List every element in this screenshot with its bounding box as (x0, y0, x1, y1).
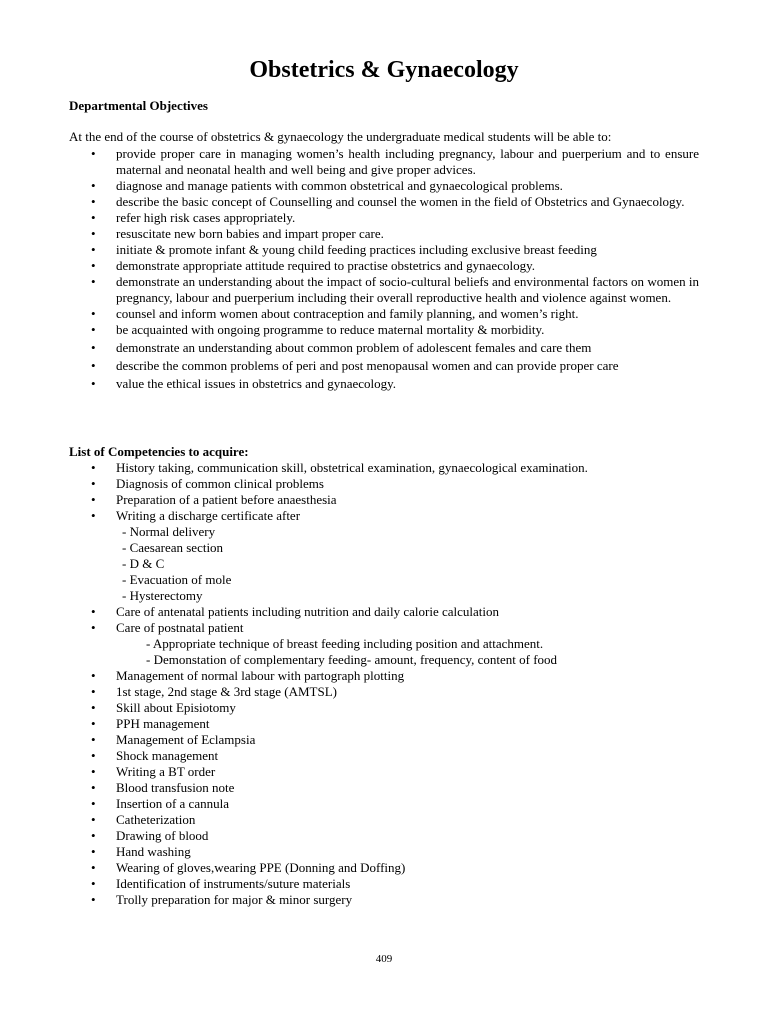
bullet-icon: • (91, 258, 96, 273)
competency-text: Management of normal labour with partograph plotting (116, 668, 405, 683)
competency-item (0, 796, 699, 812)
competency-item (0, 620, 699, 668)
bullet-icon: • (91, 194, 96, 209)
bullet-icon: • (91, 796, 96, 811)
competency-text: Drawing of blood (116, 828, 209, 843)
objectives-heading: Departmental Objectives (69, 98, 208, 113)
objective-text: demonstrate an understanding about the impact of socio-cultural beliefs and environmental factors on women in pregnancy, labour and puerperium including their overall reproductive health and violence against women. (116, 274, 699, 305)
competency-text: Writing a BT order (116, 764, 216, 779)
competency-text: Skill about Episiotomy (116, 700, 236, 715)
bullet-icon: • (91, 476, 96, 491)
competency-text: Management of Eclampsia (116, 732, 256, 747)
objective-item (0, 258, 699, 274)
objectives-list (0, 146, 699, 392)
page-title: Obstetrics & Gynaecology (249, 57, 519, 83)
competencies-heading: List of Competencies to acquire: (69, 444, 249, 459)
bullet-icon: • (91, 668, 96, 683)
objective-text: initiate & promote infant & young child feeding practices including exclusive breast feeding (116, 242, 597, 257)
competency-item (0, 812, 699, 828)
objective-item (0, 306, 699, 322)
competency-text: Diagnosis of common clinical problems (116, 476, 324, 491)
objective-item (0, 210, 699, 226)
objective-text: demonstrate appropriate attitude required to practise obstetrics and gynaecology. (116, 258, 535, 273)
competency-item (0, 844, 699, 860)
objective-item (0, 340, 699, 356)
bullet-icon: • (91, 716, 96, 731)
objective-text: diagnose and manage patients with common obstetrical and gynaecological problems. (116, 178, 563, 193)
bullet-icon: • (91, 684, 96, 699)
bullet-icon: • (91, 828, 96, 843)
competency-item (0, 732, 699, 748)
competency-item (0, 780, 699, 796)
competency-item (0, 492, 699, 508)
bullet-icon: • (91, 358, 96, 373)
competency-text: Care of postnatal patient (116, 620, 244, 635)
competency-text: Insertion of a cannula (116, 796, 229, 811)
competency-text: Identification of instruments/suture materials (116, 876, 351, 891)
objective-text: refer high risk cases appropriately. (116, 210, 296, 225)
objective-text: resuscitate new born babies and impart proper care. (116, 226, 384, 241)
objective-text: demonstrate an understanding about common problem of adolescent females and care them (116, 340, 592, 355)
objective-text: provide proper care in managing women’s health including pregnancy, labour and puerperium and to ensure maternal and neonatal health and well being and give proper advices. (116, 146, 699, 177)
competency-item (0, 668, 699, 684)
bullet-icon: • (91, 376, 96, 391)
competency-subitem: - Evacuation of mole (122, 572, 232, 587)
competency-item (0, 748, 699, 764)
competency-subitem: - Demonstation of complementary feeding- amount, frequency, content of food (146, 652, 558, 667)
bullet-icon: • (91, 178, 96, 193)
competency-item (0, 508, 699, 604)
bullet-icon: • (91, 732, 96, 747)
bullet-icon: • (91, 620, 96, 635)
competency-item (0, 764, 699, 780)
competency-text: Care of antenatal patients including nutrition and daily calorie calculation (116, 604, 500, 619)
objective-item (0, 146, 699, 178)
competency-text: History taking, communication skill, obstetrical examination, gynaecological examination. (116, 460, 588, 475)
competency-item (0, 604, 699, 620)
objective-text: describe the common problems of peri and post menopausal women and can provide proper care (116, 358, 619, 373)
objective-text: value the ethical issues in obstetrics and gynaecology. (116, 376, 397, 391)
bullet-icon: • (91, 322, 96, 337)
bullet-icon: • (91, 860, 96, 875)
bullet-icon: • (91, 780, 96, 795)
bullet-icon: • (91, 892, 96, 907)
objectives-intro: At the end of the course of obstetrics & gynaecology the undergraduate medical students will be able to: (69, 129, 612, 144)
objective-item (0, 242, 699, 258)
competency-text: Shock management (116, 748, 219, 763)
competency-text: Blood transfusion note (116, 780, 235, 795)
bullet-icon: • (91, 274, 96, 289)
bullet-icon: • (91, 492, 96, 507)
objective-text: describe the basic concept of Counselling and counsel the women in the field of Obstetrics and Gynaecology. (116, 194, 685, 209)
competency-text: Catheterization (116, 812, 196, 827)
objective-item (0, 358, 699, 374)
competency-subitem: - Normal delivery (122, 524, 216, 539)
competency-text: Preparation of a patient before anaesthesia (116, 492, 337, 507)
bullet-icon: • (91, 844, 96, 859)
objective-text: counsel and inform women about contraception and family planning, and women’s right. (116, 306, 579, 321)
bullet-icon: • (91, 700, 96, 715)
bullet-icon: • (91, 306, 96, 321)
competency-subitem: - D & C (122, 556, 165, 571)
competency-item (0, 684, 699, 700)
competency-subitem: - Appropriate technique of breast feeding including position and attachment. (146, 636, 544, 651)
competency-item (0, 828, 699, 844)
objective-item (0, 194, 699, 210)
competency-text: 1st stage, 2nd stage & 3rd stage (AMTSL) (116, 684, 337, 699)
competency-item (0, 860, 699, 876)
bullet-icon: • (91, 340, 96, 355)
competency-text: PPH management (116, 716, 210, 731)
objective-item (0, 178, 699, 194)
objective-item (0, 376, 699, 392)
bullet-icon: • (91, 812, 96, 827)
competency-item (0, 700, 699, 716)
bullet-icon: • (91, 604, 96, 619)
competency-subitem: - Caesarean section (122, 540, 224, 555)
competency-item (0, 476, 699, 492)
competency-item (0, 716, 699, 732)
bullet-icon: • (91, 748, 96, 763)
bullet-icon: • (91, 876, 96, 891)
competency-item (0, 876, 699, 892)
objective-item (0, 274, 699, 306)
competency-item (0, 892, 699, 908)
bullet-icon: • (91, 764, 96, 779)
competency-text: Wearing of gloves,wearing PPE (Donning and Doffing) (116, 860, 406, 875)
competency-text: Writing a discharge certificate after (116, 508, 301, 523)
bullet-icon: • (91, 146, 96, 161)
objective-text: be acquainted with ongoing programme to reduce maternal mortality & morbidity. (116, 322, 545, 337)
competency-subitem: - Hysterectomy (122, 588, 203, 603)
bullet-icon: • (91, 460, 96, 475)
page-number: 409 (375, 953, 393, 965)
bullet-icon: • (91, 508, 96, 523)
competency-item (0, 460, 699, 476)
competencies-list (0, 460, 699, 908)
objective-item (0, 226, 699, 242)
objective-item (0, 322, 699, 338)
bullet-icon: • (91, 210, 96, 225)
competency-text: Hand washing (116, 844, 191, 859)
bullet-icon: • (91, 226, 96, 241)
competency-text: Trolly preparation for major & minor surgery (116, 892, 353, 907)
bullet-icon: • (91, 242, 96, 257)
